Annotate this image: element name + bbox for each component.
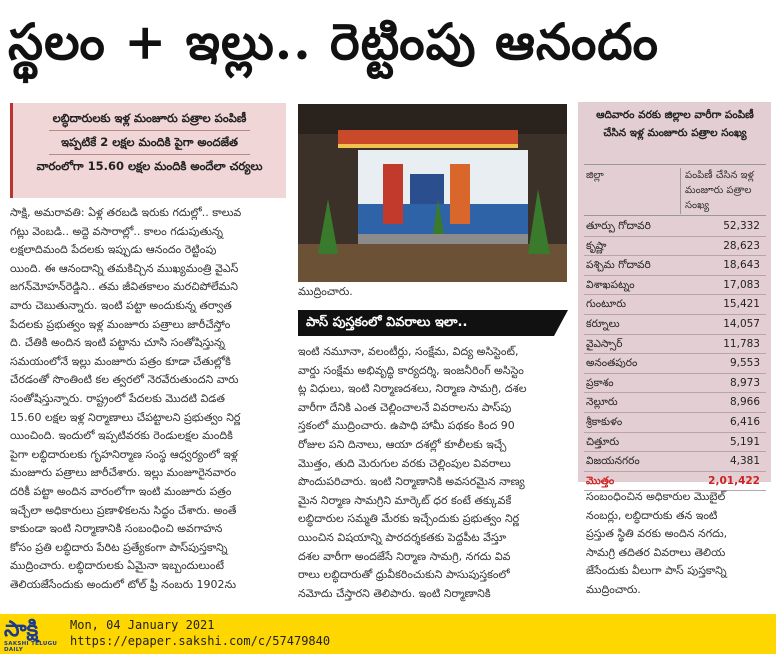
article-line: సంతోషిస్తున్నారు. రాష్ట్రంలో పేదలకు మొదటి విడత (10, 391, 225, 405)
table-row (584, 276, 766, 296)
district-count: 8,966 (729, 396, 760, 409)
subhead-line-3: వారంలోగా 15.60 లక్షల మందికి అందేలా చర్యలు (36, 159, 263, 173)
district-count: 52,332 (723, 220, 760, 232)
table-title: ఆదివారం వరకు జిల్లాల వారీగా పంపిణీ చేసిన ఇళ్ల మంజూరు పత్రాల సంఖ్య (596, 109, 754, 139)
district-name: గుంటూరు (586, 298, 627, 311)
article-line: చేరడంతో సొంతింటి కల త్వరలో నెరవేరుతుందని వారు (10, 373, 239, 387)
district-name: తూర్పు గోదావరి (586, 220, 651, 232)
article-line: ఇంటి నమూనా, వలంటీర్లు, సంక్షేమ, విద్య అసిస్టెంట్, (298, 345, 519, 358)
article-line: వారీగా దేనికి ఎంత చెల్లించాలనే వివరాలను పాస్‌పు (298, 400, 512, 414)
table-body (584, 217, 766, 491)
section-title: పాస్ పుస్తకంలో వివరాలు ఇలా.. (298, 310, 554, 336)
article-line: నమోదు చేస్తారని తెలిపారు. ఇంటి నిర్మాణానికి (298, 586, 491, 600)
district-name: ప్రకాశం (586, 376, 614, 389)
article-line: పైగా లబ్ధిదారులకు గృహనిర్మాణ సంస్థ ఆధ్వర్యంలో ఇళ్ల (10, 447, 238, 461)
house-photo (298, 104, 567, 282)
subhead-box (10, 103, 286, 198)
article-line: ది. చేతికి అందిన ఇంటి పట్టాను చూసి సంతోషిస్తున్న (10, 336, 225, 350)
edition-date: Mon, 04 January 2021 (70, 618, 215, 632)
district-count: 17,083 (723, 278, 760, 291)
table-row (584, 295, 766, 315)
district-count: 9,553 (729, 357, 760, 370)
table-row (584, 374, 766, 394)
district-name: నెల్లూరు (586, 396, 618, 409)
article-line: దరికీ పట్టా అందిన వారంలోగా ఇంటి మంజూరు పత్రం (10, 484, 232, 498)
district-name: చిత్తూరు (586, 435, 620, 448)
district-count: 5,191 (729, 435, 760, 448)
district-count: 6,416 (729, 415, 760, 428)
district-name: విజయనగరం (586, 455, 640, 468)
district-count: 14,057 (723, 317, 760, 330)
article-line: గట్లు వెంబడి.. అద్దె వసారాల్లో.. కాలం గడుపుతున్న (10, 224, 223, 238)
table-header (584, 164, 766, 216)
table-row (584, 315, 766, 335)
district-count: 18,643 (723, 259, 760, 272)
article-line: ప్రస్తుత స్థితి వరకు అందిన నగదు, (586, 527, 728, 541)
article-line: వార్డు సంక్షేమ అభివృద్ధి కార్యదర్శి, ఇంజనీరింగ్ అసిస్టెం (298, 363, 524, 377)
district-count: 11,783 (723, 337, 760, 350)
article-line: యించింది. ఇందులో ఇప్పటివరకు రెండులక్షల మందికి (10, 429, 233, 443)
footer-bar (0, 614, 776, 654)
article-line: స్తకంలో ముద్రించారు. ఉపాధి హామీ పథకం కింద 90 (298, 419, 515, 433)
article-line: సాక్షి, అమరావతి: ఏళ్ల తరబడి ఇరుకు గదుల్లో.. కాలువ (10, 206, 242, 219)
article-line: పేదలకు ప్రభుత్వం ఇళ్ల మంజూరు పత్రాలు జారీచేస్తోం (10, 317, 231, 331)
sakshi-logo (4, 617, 64, 651)
article-line: యించిన విషయాన్ని పారదర్శకతకు పెద్దపీట వేస్తూ (298, 530, 507, 544)
article-line: కాకుండా ఇంటి నిర్మాణానికి సంబంధించి అవగాహన (10, 522, 223, 536)
article-line: నంబర్లు, లబ్ధిదారుకు తన ఇంటి (586, 508, 718, 522)
district-count: 15,421 (723, 298, 760, 311)
table-row (584, 413, 766, 433)
district-count: 8,973 (729, 376, 760, 389)
article-line: సమయంలోనే ఇల్లు మంజూరు పత్రం కూడా చేతుల్లోకి (10, 354, 231, 368)
headline: స్థలం + ఇల్లు.. రెట్టింపు ఆనందం (8, 12, 659, 71)
table-row (584, 393, 766, 413)
article-line: యింది. ఈ ఆనందాన్ని తమకిచ్చిన ముఖ్యమంత్రి వైఎస్ (10, 261, 239, 275)
article-line: తెలియజేసేందుకు అందులో టోల్ ఫ్రీ నంబరు 1902ను (10, 577, 237, 591)
table-row (584, 335, 766, 355)
table-row (584, 433, 766, 453)
district-name: అనంతపురం (586, 357, 638, 370)
article-line: మొత్తం, తుది మెరుగుల వరకు చెల్లింపుల వివరాలు (298, 456, 511, 470)
article-left-column (10, 204, 286, 594)
district-name: విశాఖపట్నం (586, 278, 635, 291)
article-line: మంజూరు పత్రాలు జారీచేశారు. ఇల్లు మంజూరైనవారం (10, 466, 237, 480)
article-line: సంబంధించిన అధికారుల మొబైల్ (586, 490, 726, 503)
district-table (578, 102, 771, 487)
article-line: మైన నిర్మాణ సామగ్రిని మార్కెట్ ధర కంటే తక్కువకే (298, 493, 512, 507)
district-count: 28,623 (723, 239, 760, 252)
article-line: దశల వారీగా అందజేసే నిర్మాణ సామగ్రి, నగదు వివ (298, 549, 511, 563)
total-label: మొత్తం (586, 474, 615, 487)
article-line: లబ్ధిదారుల సమ్మతి మేరకు ఇచ్చేందుకు ప్రభుత్వం నిర్ణ (298, 512, 520, 526)
district-name: కర్నూలు (586, 317, 620, 330)
table-row (584, 256, 766, 276)
table-row (584, 354, 766, 374)
table-row (584, 217, 766, 237)
district-name: శ్రీకాకుళం (586, 415, 623, 428)
table-header-count: పంపిణీ చేసిన ఇళ్ల మంజూరు పత్రాల సంఖ్య (680, 168, 766, 214)
article-line: ఇచ్చేలా అధికారులు ప్రణాళికలను సిద్ధం చేశారు. అంతే (10, 503, 237, 517)
article-line: ముద్రించారు. (586, 582, 641, 596)
article-line: జేసేందుకు వీలుగా పాస్ పుస్తకాన్ని (586, 564, 727, 578)
table-row (584, 452, 766, 472)
article-line: రాలు లబ్ధిదారుతో ధ్రువీకరించుకుని పాసుపుస్తకంలో (298, 568, 510, 582)
subhead-line-1: లబ్ధిదారులకు ఇళ్ల మంజూరు పత్రాల పంపిణీ (52, 111, 247, 125)
logo-subtitle: SAKSHI TELUGU DAILY (4, 641, 58, 653)
article-line: రోజుల పని దినాలు, ఆయా దశల్లో కూలీలకు ఇచ్చే (298, 437, 507, 451)
article-line: లక్షలాదిమంది పేదలకు ఇప్పుడు ఆనందం రెట్టింపు (10, 243, 217, 257)
logo-mark: సాక్షి (4, 616, 39, 642)
house-illustration (298, 104, 567, 282)
epaper-link[interactable]: https://epaper.sakshi.com/c/57479840 (70, 634, 331, 648)
table-header-district: జిల్లా (586, 170, 604, 181)
article-line: ముద్రించారు. లబ్ధిదారులకు ఏమైనా ఇబ్బందులుంటే (10, 559, 224, 573)
article-line: సామగ్రి తదితర వివరాలు తెలియ (586, 545, 726, 559)
district-count: 4,381 (729, 455, 760, 468)
district-name: కృష్ణా (586, 239, 607, 252)
article-line: జగన్‌మోహన్‌రెడ్డిని.. తమ జీవితకాలం మరచిపోలేమని (10, 280, 239, 294)
article-line: వారు చెబుతున్నారు. ఇంటి పట్టా అందుకున్న తర్వాత (10, 298, 232, 312)
district-name: వైఎస్సార్ (586, 337, 623, 350)
district-name: పశ్చిమ గోదావరి (586, 259, 651, 272)
article-right-column (586, 488, 770, 600)
article-line: 15.60 లక్షల ఇళ్ల నిర్మాణాలు చేపట్టాలని ప్రభుత్వం నిర్ణ (10, 410, 241, 424)
article-line: ట్ల విధులు, ఇంటి నిర్మాణదశలు, నిర్మాణ సామగ్రి, దశల (298, 382, 527, 396)
total-value: 2,01,422 (708, 474, 760, 487)
article-middle-column (298, 343, 570, 603)
article-line: కోసం ప్రతి లబ్ధిదారు పేరిట ప్రత్యేకంగా పాస్‌పుస్తకాన్ని (10, 540, 228, 554)
article-line: పొందుపరిచారు. ఇంటి నిర్మాణానికి అవసరమైన నాణ్య (298, 475, 525, 489)
subhead-line-2: ఇప్పటికే 2 లక్షల మందికి పైగా అందజేత (61, 135, 238, 149)
photo-caption: ముద్రించారు. (298, 285, 353, 298)
table-row (584, 237, 766, 257)
